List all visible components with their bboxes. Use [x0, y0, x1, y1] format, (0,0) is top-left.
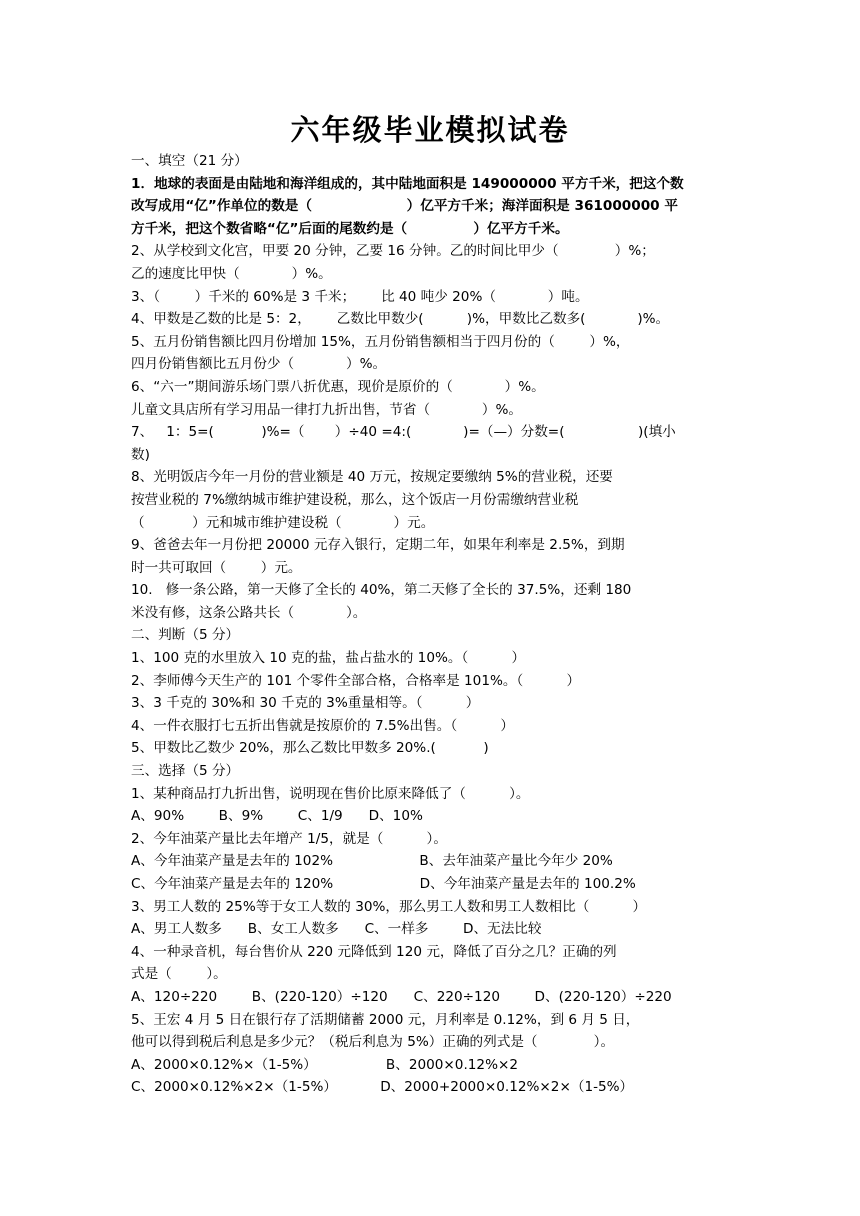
question-line: 按营业税的 7%缴纳城市维护建设税，那么，这个饭店一月份需缴纳营业税: [131, 491, 579, 508]
question-line: 2、从学校到文化宫，甲要 20 分钟，乙要 16 分钟。乙的时间比甲少（ ）%；: [131, 243, 655, 260]
question-line: 2、李师傅今天生产的 101 个零件全部合格，合格率是 101%。（ ）: [131, 672, 581, 689]
question-line: 4、一种录音机，每台售价从 220 元降低到 120 元，降低了百分之几？正确的列: [131, 943, 617, 960]
question-line: 数): [131, 446, 150, 463]
question-line: 3、（ ）千米的 60%是 3 千米； 比 40 吨少 20%（ ）吨。: [131, 288, 589, 305]
choice-line: A、男工人数多 B、女工人数多 C、一样多 D、无法比较: [131, 921, 542, 938]
choice-line: A、120÷220 B、(220-120）÷120 C、220÷120 D、(220-120）÷220: [131, 988, 672, 1005]
question-line: 4、一件衣服打七五折出售就是按原价的 7.5%出售。（ ）: [131, 717, 514, 734]
question-line: 3、3 千克的 30%和 30 千克的 3%重量相等。（ ）: [131, 695, 480, 712]
question-line: 乙的速度比甲快（ ）%。: [131, 265, 332, 282]
question-line: 时一共可取回（ ）元。: [131, 559, 302, 576]
question-line: 1、100 克的水里放入 10 克的盐，盐占盐水的 10%。（ ）: [131, 650, 526, 667]
question-line: 5、王宏 4 月 5 日在银行存了活期储蓄 2000 元，月利率是 0.12%，到 6 月 5 日，: [131, 1011, 640, 1028]
question-line: 10. 修一条公路，第一天修了全长的 40%，第二天修了全长的 37.5%，还剩 180: [131, 582, 632, 599]
question-line: 改写成用“亿”作单位的数是（ ）亿平方千米；海洋面积是 361000000 平: [131, 198, 678, 215]
choice-line: A、90% B、9% C、1/9 D、10%: [131, 808, 423, 825]
section-heading: 二、判断（5 分）: [131, 627, 240, 644]
choice-line: A、今年油菜产量是去年的 102% B、去年油菜产量比今年少 20%: [131, 853, 613, 870]
page-title: 六年级毕业模拟试卷: [290, 113, 570, 147]
question-line: 2、今年油菜产量比去年增产 1/5，就是（ ）。: [131, 830, 447, 847]
question-line: 9、爸爸去年一月份把 20000 元存入银行，定期二年，如果年利率是 2.5%，到期: [131, 537, 625, 554]
question-line: 8、光明饭店今年一月份的营业额是 40 万元，按规定要缴纳 5%的营业税，还要: [131, 469, 613, 486]
section-heading: 三、选择（5 分）: [131, 763, 240, 780]
choice-line: A、2000×0.12%×（1-5%） B、2000×0.12%×2: [131, 1056, 519, 1073]
question-line: 方千米，把这个数省略“亿”后面的尾数约是（ ）亿平方千米。: [131, 220, 569, 237]
question-line: 6、“六一”期间游乐场门票八折优惠，现价是原价的（ ）%。: [131, 378, 545, 395]
section-heading: 一、填空（21 分）: [131, 153, 248, 169]
question-line: 1、某种商品打九折出售，说明现在售价比原来降低了（ ）。: [131, 785, 530, 802]
question-line: 3、男工人数的 25%等于女工人数的 30%，那么男工人数和男工人数相比（ ）: [131, 898, 647, 915]
question-line: 四月份销售额比五月份少（ ）%。: [131, 356, 387, 373]
question-line: 4、甲数是乙数的比是 5：2， 乙数比甲数少( )%，甲数比乙数多( )%。: [131, 311, 670, 328]
choice-line: C、今年油菜产量是去年的 120% D、今年油菜产量是去年的 100.2%: [131, 876, 636, 892]
question-line: 1．地球的表面是由陆地和海洋组成的，其中陆地面积是 149000000 平方千米，把这个数: [131, 175, 684, 192]
question-line: 5、五月份销售额比四月份增加 15%，五月份销售额相当于四月份的（ ）%，: [131, 333, 630, 350]
question-line: 米没有修，这条公路共长（ ）。: [131, 604, 367, 621]
choice-line: C、2000×0.12%×2×（1-5%） D、2000+2000×0.12%×2×（1-5%）: [131, 1079, 634, 1096]
question-line: 7、 1：5=( )%=（ ）÷40 =4:( )=（—）分数=( )(填小: [131, 424, 676, 441]
question-line: 儿童文具店所有学习用品一律打九折出售，节省（ ）%。: [131, 401, 523, 418]
question-line: （ ）元和城市维护建设税（ ）元。: [131, 514, 435, 531]
question-line: 他可以得到税后利息是多少元？（税后利息为 5%）正确的列式是（ ）。: [131, 1034, 615, 1051]
question-line: 式是（ ）。: [131, 966, 227, 983]
exam-content: [131, 150, 737, 1099]
question-line: 5、甲数比乙数少 20%，那么乙数比甲数多 20%.( ): [131, 740, 489, 757]
